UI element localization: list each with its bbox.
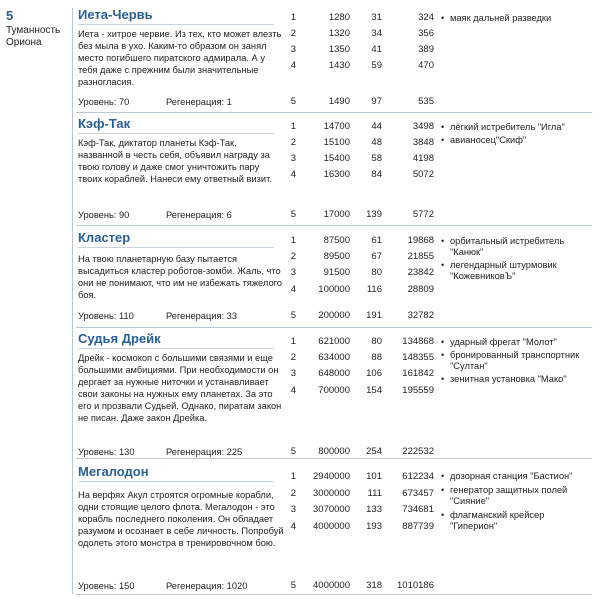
stat-value-3: 5072	[412, 169, 434, 180]
stat-row	[286, 235, 436, 247]
stat-value-3: 887739	[402, 521, 434, 532]
sector-name: Туманность Ориона	[6, 25, 61, 48]
stat-tier: 2	[290, 352, 296, 363]
stat-row	[286, 251, 436, 263]
bullet-icon: •	[441, 471, 445, 481]
bullet-icon: •	[441, 510, 445, 520]
bullet-icon: •	[441, 337, 445, 347]
stat-value-2: 44	[371, 121, 382, 132]
reward-item	[440, 510, 592, 532]
stat-tier: 4	[290, 521, 296, 532]
boss-description: Иета - хитрое червие. Из тех, кто может влезть без мыла в ухо. Каким-то образом он занял место погибшего пиратского адмирала. А у тебя даже с прежним были значительные разногласия.	[78, 29, 282, 87]
boss-description: Дрейк - космокоп с большими связями и еще большими амбициями. При необходимости он дергает за нужные ниточки и устанавливает свои законы на нужных ему планетах. За это его и прозвали Судьей. Однако, пиратам закон не писан. Даже закон Дрейка.	[78, 353, 282, 423]
stat-value-1: 100000	[318, 284, 350, 295]
reward-item	[440, 350, 592, 372]
stat-value-3: 3498	[412, 121, 434, 132]
boss-footer	[78, 580, 298, 592]
boss-regeneration: Регенерация: 6	[166, 210, 232, 220]
stat-row	[286, 488, 436, 500]
stat-tier: 3	[290, 504, 296, 515]
stat-value-3: 28809	[407, 284, 434, 295]
stat-value-3: 148355	[402, 352, 434, 363]
boss-block	[76, 330, 592, 459]
stat-value-2: 41	[371, 44, 382, 55]
stat-value-1: 91500	[323, 267, 350, 278]
reward-list	[440, 122, 592, 146]
stat-value-2: 154	[366, 385, 382, 396]
bullet-icon: •	[441, 350, 445, 360]
reward-list	[440, 13, 592, 24]
stat-value-2: 191	[366, 310, 382, 321]
stat-value-3: 470	[418, 60, 434, 71]
stat-value-3: 32782	[407, 310, 434, 321]
boss-level: Уровень: 110	[78, 311, 134, 321]
stat-row	[286, 580, 436, 592]
stat-value-3: 5772	[412, 209, 434, 220]
boss-description: Кэф-Так, диктатор планеты Кэф-Так, названной в честь себя, объявил награду за твою голову и даже смог уничтожить пару твоих кораблей. Нанеси ему ответный визит.	[78, 138, 272, 184]
stat-value-3: 19868	[407, 235, 434, 246]
stat-row	[286, 44, 436, 56]
stat-value-2: 254	[366, 446, 382, 457]
stat-tier: 4	[290, 169, 296, 180]
stat-value-1: 1280	[328, 12, 350, 23]
reward-list	[440, 236, 592, 282]
stat-value-1: 14700	[323, 121, 350, 132]
boss-footer	[78, 446, 298, 458]
stat-value-1: 1350	[328, 44, 350, 55]
stat-value-1: 16300	[323, 169, 350, 180]
stat-value-2: 34	[371, 28, 382, 39]
stat-value-3: 1010186	[397, 580, 434, 591]
stat-value-3: 23842	[407, 267, 434, 278]
stat-value-3: 673457	[402, 488, 434, 499]
stat-value-1: 621000	[318, 336, 350, 347]
stat-value-3: 21855	[407, 251, 434, 262]
stat-value-2: 59	[371, 60, 382, 71]
stat-value-2: 67	[371, 251, 382, 262]
boss-block	[76, 6, 592, 113]
bullet-icon: •	[441, 236, 445, 246]
boss-name: Кэф-Так	[78, 115, 274, 134]
stat-row	[286, 446, 436, 458]
stat-value-2: 88	[371, 352, 382, 363]
stat-value-1: 1490	[328, 96, 350, 107]
stat-value-2: 48	[371, 137, 382, 148]
reward-item	[440, 374, 592, 385]
stat-value-1: 3000000	[313, 488, 350, 499]
stat-value-1: 87500	[323, 235, 350, 246]
boss-footer	[78, 96, 298, 108]
stat-value-3: 612234	[402, 471, 434, 482]
reward-item	[440, 135, 592, 146]
stat-tier: 4	[290, 284, 296, 295]
reward-text: ударный фрегат "Молот"	[450, 337, 557, 347]
stat-row	[286, 60, 436, 72]
stat-value-1: 89500	[323, 251, 350, 262]
boss-description: На твою планетарную базу пытается высадиться кластер роботов-зомби. Жаль, что они не понимают, что им не избежать тяжелого боя.	[78, 254, 282, 300]
stat-row	[286, 267, 436, 279]
stat-value-1: 1430	[328, 60, 350, 71]
sector-number: 5	[6, 8, 14, 23]
stat-row	[286, 352, 436, 364]
stat-tier: 3	[290, 267, 296, 278]
stat-value-1: 4000000	[313, 521, 350, 532]
stat-value-1: 15400	[323, 153, 350, 164]
stat-row	[286, 471, 436, 483]
stat-tier: 1	[290, 471, 296, 482]
stat-value-2: 139	[366, 209, 382, 220]
reward-list	[440, 471, 592, 532]
stat-row	[286, 28, 436, 40]
reward-text: орбитальный истребитель "Канюк"	[450, 236, 565, 257]
stat-value-1: 3070000	[313, 504, 350, 515]
stat-value-3: 3848	[412, 137, 434, 148]
stat-value-2: 80	[371, 336, 382, 347]
stat-value-2: 318	[366, 580, 382, 591]
stat-value-1: 648000	[318, 368, 350, 379]
stat-tier: 1	[290, 121, 296, 132]
stat-value-3: 134868	[402, 336, 434, 347]
stat-value-2: 111	[367, 488, 382, 499]
boss-level: Уровень: 150	[78, 581, 135, 591]
stat-row	[286, 336, 436, 348]
stat-value-2: 193	[366, 521, 382, 532]
stat-tier: 2	[290, 28, 296, 39]
stat-value-2: 116	[366, 284, 382, 295]
stat-value-2: 61	[371, 235, 382, 246]
stat-row	[286, 521, 436, 533]
sector-column	[4, 8, 73, 594]
reward-item	[440, 236, 592, 258]
reward-text: дозорная станция "Бастион"	[450, 471, 573, 481]
stat-row	[286, 209, 436, 221]
stat-value-3: 161842	[402, 368, 434, 379]
stat-value-3: 4198	[412, 153, 434, 164]
stat-value-3: 734681	[402, 504, 434, 515]
reward-text: флагманский крейсер "Гиперион"	[450, 510, 545, 531]
reward-text: генератор защитных полей "Сияние"	[450, 485, 568, 506]
reward-text: легендарный штурмовик "КожевниковЪ"	[450, 260, 557, 281]
stat-value-2: 31	[371, 12, 382, 23]
stat-value-2: 80	[371, 267, 382, 278]
stat-tier: 1	[290, 12, 296, 23]
bullet-icon: •	[441, 260, 445, 270]
stat-value-2: 84	[371, 169, 382, 180]
reward-text: авианосец"Скиф"	[450, 135, 527, 145]
reward-text: бронированный транспортник "Султан"	[450, 350, 580, 371]
boss-block	[76, 463, 592, 595]
stat-row	[286, 504, 436, 516]
stat-tier: 1	[290, 235, 296, 246]
stat-row	[286, 368, 436, 380]
stat-row	[286, 169, 436, 181]
boss-block	[76, 115, 592, 226]
stat-tier: 3	[290, 44, 296, 55]
stat-tier: 2	[290, 137, 296, 148]
stat-tier: 2	[290, 251, 296, 262]
bullet-icon: •	[441, 485, 445, 495]
reward-text: зенитная установка "Мако"	[450, 374, 567, 384]
stat-tier: 5	[290, 96, 296, 107]
stat-value-1: 800000	[318, 446, 350, 457]
reward-item	[440, 122, 592, 133]
boss-level: Уровень: 70	[78, 97, 130, 107]
stat-value-2: 58	[371, 153, 382, 164]
stat-value-1: 634000	[318, 352, 350, 363]
stat-value-3: 389	[418, 44, 434, 55]
stat-value-3: 356	[418, 28, 434, 39]
stat-tier: 4	[290, 385, 296, 396]
bullet-icon: •	[441, 13, 445, 23]
stat-value-3: 535	[418, 96, 434, 107]
stat-tier: 3	[290, 153, 296, 164]
stat-row	[286, 137, 436, 149]
reward-item	[440, 13, 592, 24]
stat-row	[286, 153, 436, 165]
boss-name: Кластер	[78, 229, 274, 248]
stat-tier: 2	[290, 488, 296, 499]
boss-level: Уровень: 130	[78, 447, 135, 457]
stat-row	[286, 121, 436, 133]
stat-value-3: 195559	[402, 385, 434, 396]
boss-block	[76, 229, 592, 328]
stat-value-1: 4000000	[313, 580, 350, 591]
boss-level: Уровень: 90	[78, 210, 130, 220]
reward-item	[440, 485, 592, 507]
stat-row	[286, 284, 436, 296]
boss-name: Мегалодон	[78, 463, 274, 482]
stat-value-1: 2940000	[313, 471, 350, 482]
stat-tier: 1	[290, 336, 296, 347]
stat-tier: 4	[290, 60, 296, 71]
boss-footer	[78, 209, 298, 221]
reward-item	[440, 337, 592, 348]
stat-value-1: 700000	[318, 385, 350, 396]
bullet-icon: •	[441, 374, 445, 384]
stat-row	[286, 310, 436, 322]
boss-name: Судья Дрейк	[78, 330, 274, 349]
bullet-icon: •	[441, 135, 445, 145]
stat-value-1: 1320	[328, 28, 350, 39]
reward-text: лёгкий истребитель "Игла"	[450, 122, 565, 132]
stat-value-2: 101	[366, 471, 382, 482]
boss-regeneration: Регенерация: 33	[166, 311, 238, 321]
bullet-icon: •	[441, 122, 445, 132]
stat-row	[286, 96, 436, 108]
stat-value-2: 97	[371, 96, 382, 107]
stat-value-1: 17000	[323, 209, 350, 220]
stat-value-3: 324	[418, 12, 434, 23]
stat-value-1: 200000	[318, 310, 350, 321]
reward-text: маяк дальней разведки	[450, 13, 552, 23]
boss-regeneration: Регенерация: 1	[166, 97, 232, 107]
stat-value-3: 222532	[402, 446, 434, 457]
stat-value-2: 106	[366, 368, 382, 379]
stat-tier: 3	[290, 368, 296, 379]
reward-item	[440, 471, 592, 482]
boss-regeneration: Регенерация: 225	[166, 447, 243, 457]
stat-row	[286, 385, 436, 397]
reward-item	[440, 260, 592, 282]
boss-name: Иета-Червь	[78, 6, 274, 25]
stat-value-1: 15100	[323, 137, 350, 148]
boss-regeneration: Регенерация: 1020	[166, 581, 248, 591]
stat-tier: 5	[290, 446, 296, 457]
stat-value-2: 133	[366, 504, 382, 515]
boss-description: На верфях Акул строятся огромные корабли, одни стоящие целого флота. Мегалодон - это корабль последнего поколения. Он обладает разумом и осознает в себе личность. Попробуй одолеть этого монстра в тренировочном бою.	[78, 490, 284, 548]
boss-footer	[78, 310, 298, 322]
stat-tier: 5	[290, 209, 296, 220]
stat-row	[286, 12, 436, 24]
stat-tier: 5	[290, 580, 296, 591]
stat-tier: 5	[290, 310, 296, 321]
reward-list	[440, 337, 592, 385]
